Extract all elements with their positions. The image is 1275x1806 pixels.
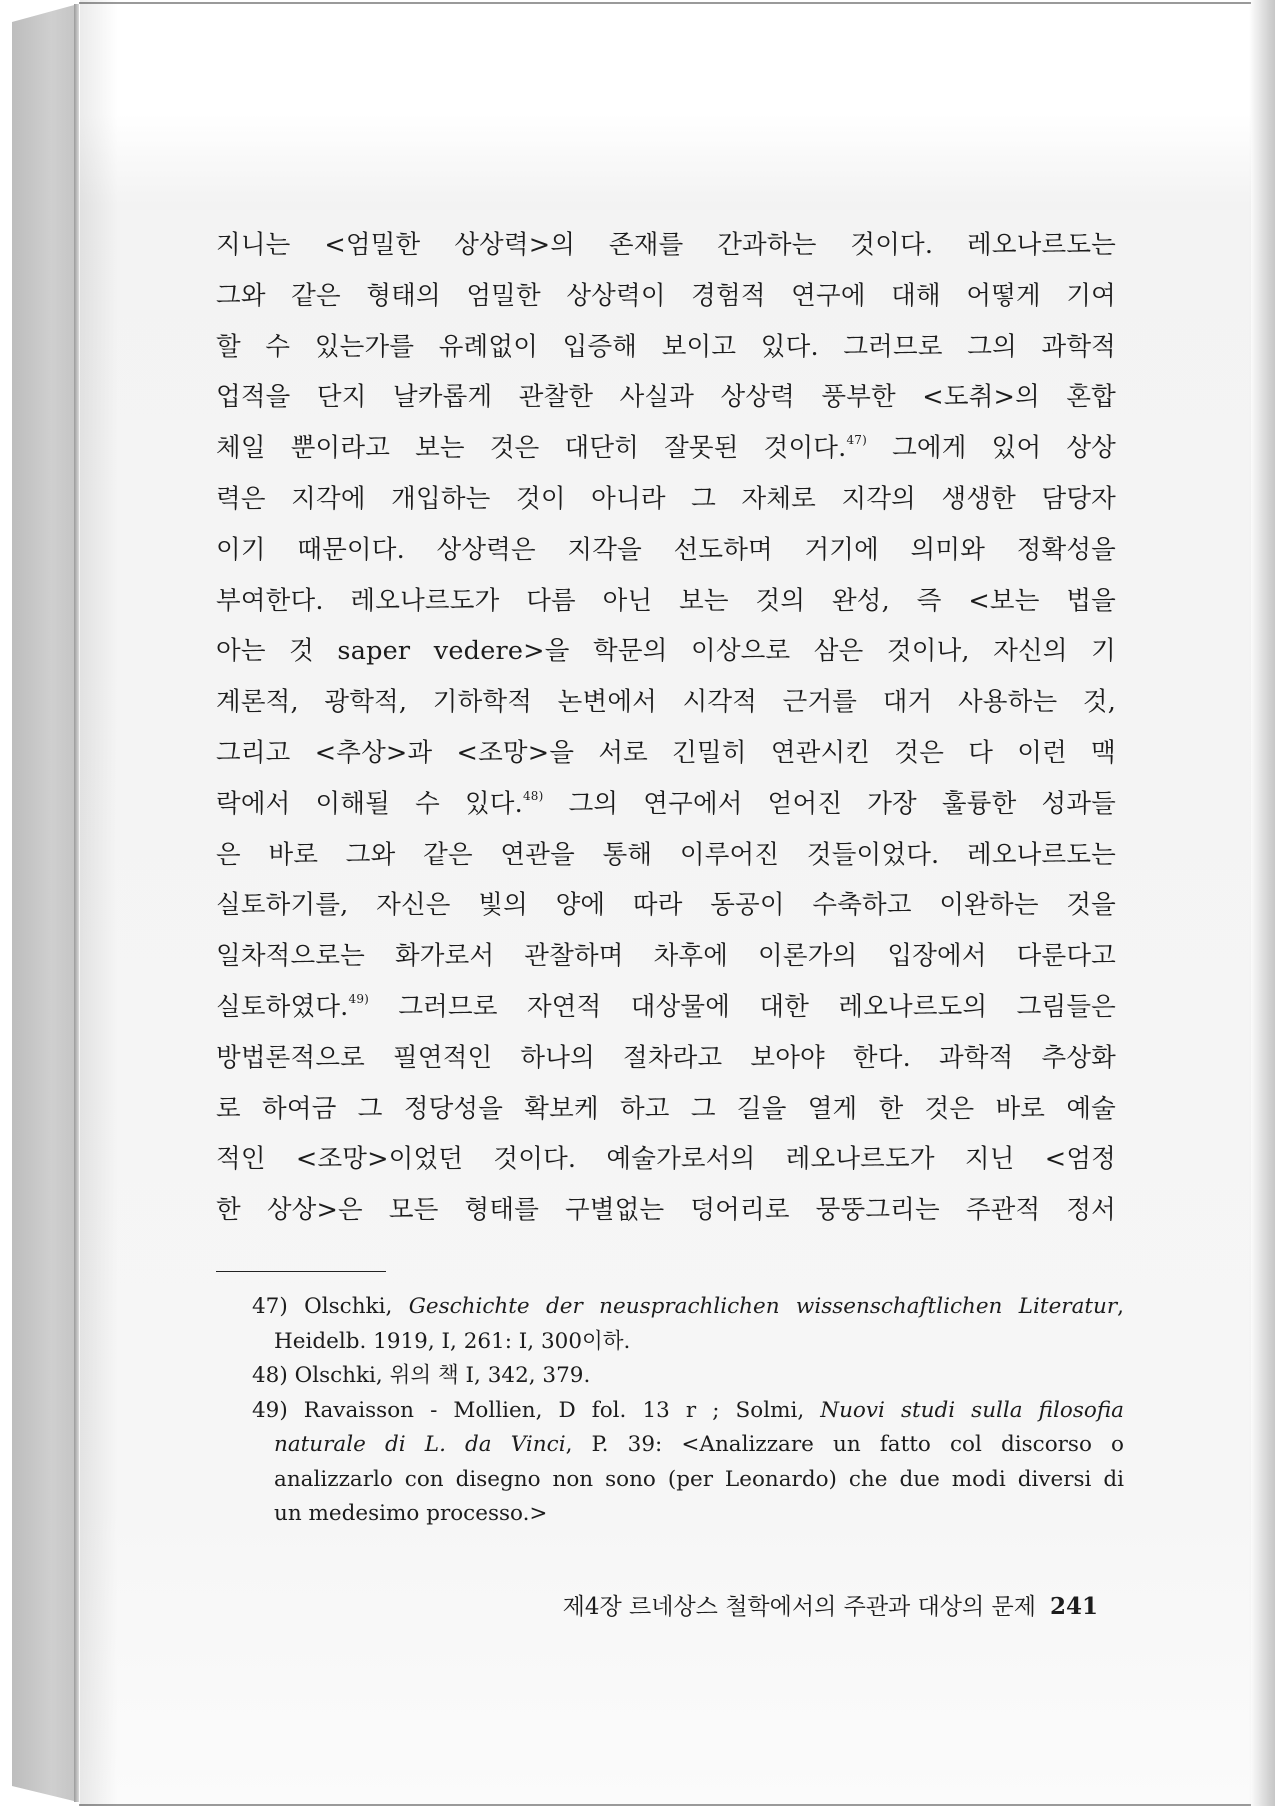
footnote-47 xyxy=(252,1290,1124,1325)
text-line: 일차적으로는 화가로서 관찰하며 차후에 이론가의 입장에서 다룬다고 xyxy=(216,941,1116,972)
running-footer xyxy=(486,1588,1098,1621)
footnote-49-continuation: un medesimo processo.> xyxy=(274,1501,548,1526)
text-segment: 실토하였다. xyxy=(216,991,349,1022)
text-segment: 락에서 이해될 수 있다. xyxy=(216,788,523,819)
footnote-separator xyxy=(216,1271,386,1272)
page-number: 241 xyxy=(1049,1593,1098,1620)
text-line: 지니는 <엄밀한 상상력>의 존재를 간과하는 것이다. 레오나르도는 xyxy=(216,230,1116,260)
footnote-ref-49: 49) xyxy=(348,991,370,1006)
text-line: 한 상상>은 모든 형태를 구별없는 덩어리로 뭉뚱그리는 주관적 정서 xyxy=(216,1195,1116,1226)
text-line: 적인 <조망>이었던 것이다. 예술가로서의 레오나르도가 지닌 <엄정 xyxy=(216,1144,1116,1175)
text-line: 업적을 단지 날카롭게 관찰한 사실과 상상력 풍부한 <도취>의 혼합 xyxy=(216,382,1116,413)
chapter-title: 제4장 르네상스 철학에서의 주관과 대상의 문제 xyxy=(562,1594,1036,1620)
text-line xyxy=(216,423,1116,474)
text-line: 그와 같은 형태의 엄밀한 상상력이 경험적 연구에 대해 어떻게 기여 xyxy=(216,280,1116,311)
text-line: 아는 것 saper vedere>을 학문의 이상으로 삼은 것이나, 자신의 기 xyxy=(216,636,1116,667)
footnote-ref-47: 47) xyxy=(846,433,867,448)
text-line: 부여한다. 레오나르도가 다름 아닌 보는 것의 완성, 즉 <보는 법을 xyxy=(216,585,1116,616)
text-line: 방법론적으로 필연적인 하나의 절차라고 보아야 한다. 과학적 추상화 xyxy=(216,1042,1116,1073)
text-segment: 그에게 있어 상상 xyxy=(892,433,1116,464)
footnote-49 xyxy=(252,1394,1124,1429)
footnote-text: , P. 39: <Analizzare un fatto col discorso o xyxy=(565,1432,1124,1457)
text-line: 계론적, 광학적, 기하학적 논변에서 시각적 근거를 대거 사용하는 것, xyxy=(216,687,1116,718)
footnote-48: 48) Olschki, 위의 책 I, 342, 379. xyxy=(252,1363,591,1388)
text-segment: 그러므로 자연적 대상물에 대한 레오나르도의 그림들은 xyxy=(398,991,1116,1022)
footnote-47-continuation: Heidelb. 1919, I, 261: I, 300이하. xyxy=(274,1328,631,1354)
text-line: 로 하여금 그 정당성을 확보케 하고 그 길을 열게 한 것은 바로 예술 xyxy=(216,1093,1116,1124)
text-line xyxy=(216,982,1116,1033)
footnote-ref-48: 48) xyxy=(522,788,544,803)
footnote-book-title: Geschichte der neusprachlichen wissenschaftlichen Literatur xyxy=(408,1294,1118,1319)
text-line: 할 수 있는가를 유례없이 입증해 보이고 있다. 그러므로 그의 과학적 xyxy=(216,331,1116,362)
footnote-text: , xyxy=(1117,1294,1124,1319)
footnote-49-continuation xyxy=(252,1428,1124,1463)
footnote-book-title: Nuovi studi sulla filosofia xyxy=(820,1397,1124,1423)
text-line: 은 바로 그와 같은 연관을 통해 이루어진 것들이었다. 레오나르도는 xyxy=(216,839,1116,870)
text-segment: 체일 뿐이라고 보는 것은 대단히 잘못된 것이다. xyxy=(216,433,847,464)
footnote-49-continuation: analizzarlo con disegno non sono (per Leonardo) che due modi diversi di xyxy=(274,1466,1124,1492)
body-text xyxy=(216,220,1116,1236)
text-line xyxy=(216,779,1116,830)
page-gutter-shadow xyxy=(80,0,118,1806)
text-segment: 그의 연구에서 얻어진 가장 훌륭한 성과들 xyxy=(568,788,1116,819)
text-line: 그리고 <추상>과 <조망>을 서로 긴밀히 연관시킨 것은 다 이런 맥 xyxy=(216,737,1116,768)
text-line: 력은 지각에 개입하는 것이 아니라 그 자체로 지각의 생생한 담당자 xyxy=(216,483,1116,514)
text-line: 실토하기를, 자신은 빛의 양에 따라 동공이 수축하고 이완하는 것을 xyxy=(216,890,1116,921)
book-spine-side xyxy=(12,4,78,1802)
footnote-text: 49) Ravaisson - Mollien, D fol. 13 r ; Solmi, xyxy=(252,1397,805,1423)
footnotes xyxy=(252,1290,1124,1532)
text-line: 이기 때문이다. 상상력은 지각을 선도하며 거기에 의미와 정확성을 xyxy=(216,534,1116,565)
footnote-text: 47) Olschki, xyxy=(252,1294,393,1319)
page-right-shadow xyxy=(1249,0,1275,1806)
footnote-book-title: naturale di L. da Vinci xyxy=(274,1432,566,1457)
